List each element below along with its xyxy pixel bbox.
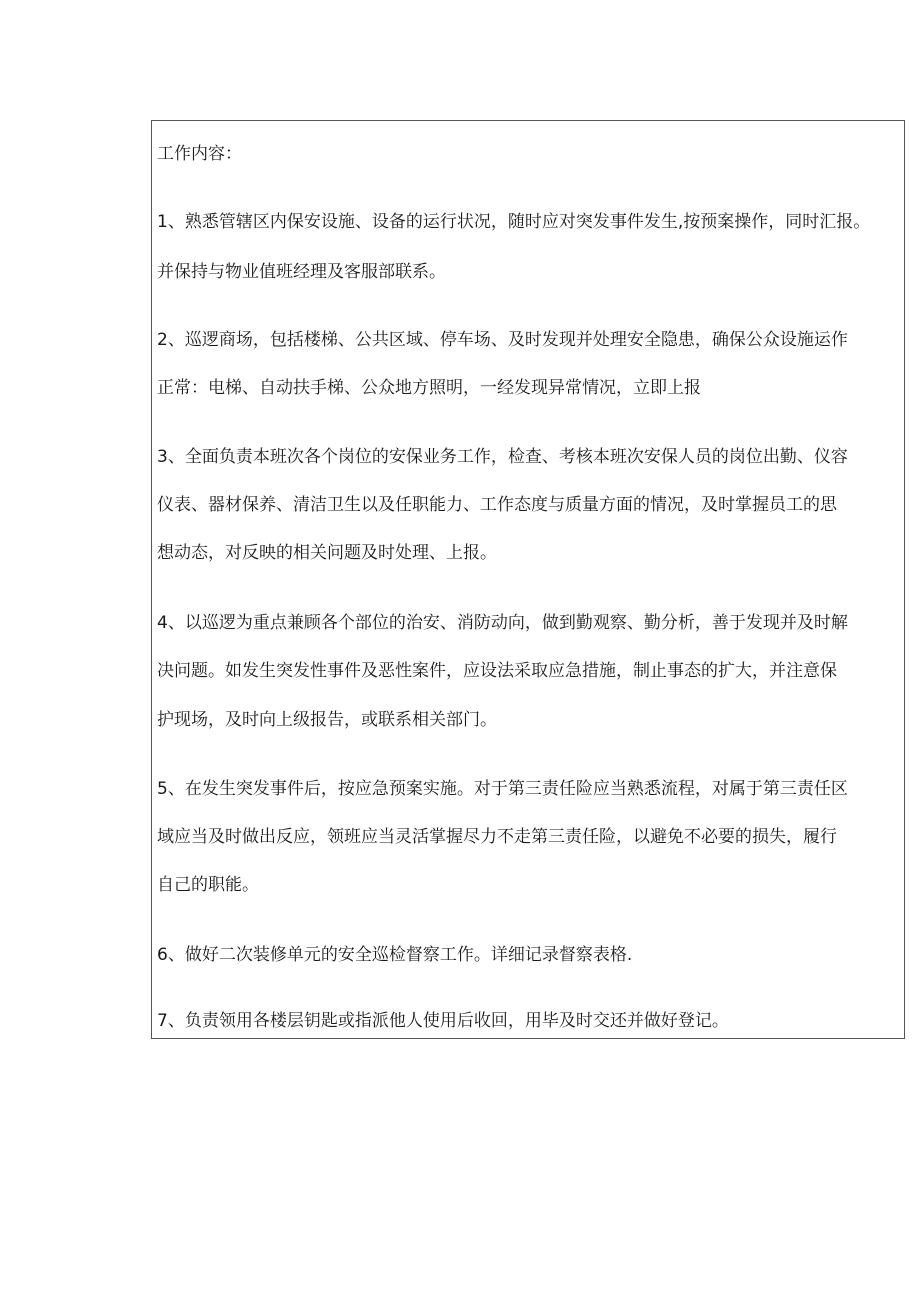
item-3-line-2: 仪表、器材保养、清洁卫生以及任职能力、工作态度与质量方面的情况，及时掌握员工的思 bbox=[157, 495, 837, 515]
item-5-line-2: 域应当及时做出反应，领班应当灵活掌握尽力不走第三责任险，以避免不必要的损失，履行 bbox=[157, 827, 837, 847]
item-2-line-2: 正常：电梯、自动扶手梯、公众地方照明，一经发现异常情况，立即上报 bbox=[157, 378, 701, 398]
item-4-line-3: 护现场，及时向上级报告，或联系相关部门。 bbox=[157, 710, 497, 730]
item-5-line-1: 5、在发生突发事件后，按应急预案实施。对于第三责任险应当熟悉流程，对属于第三责任区 bbox=[157, 779, 848, 799]
item-7-line-1: 7、负责领用各楼层钥匙或指派他人使用后收回，用毕及时交还并做好登记。 bbox=[157, 1011, 729, 1031]
item-1-line-2: 并保持与物业值班经理及客服部联系。 bbox=[157, 262, 446, 282]
item-4-line-1: 4、以巡逻为重点兼顾各个部位的治安、消防动向，做到勤观察、勤分析，善于发现并及时解 bbox=[157, 613, 848, 633]
work-content-box bbox=[151, 120, 905, 1039]
item-2-line-1: 2、巡逻商场，包括楼梯、公共区域、停车场、及时发现并处理安全隐患，确保公众设施运作 bbox=[157, 330, 848, 350]
item-4-line-2: 决问题。如发生突发性事件及恶性案件，应设法采取应急措施，制止事态的扩大，并注意保 bbox=[157, 661, 837, 681]
item-6-line-1: 6、做好二次装修单元的安全巡检督察工作。详细记录督察表格. bbox=[157, 945, 633, 965]
item-1-line-1: 1、熟悉管辖区内保安设施、设备的运行状况，随时应对突发事件发生,按预案操作，同时汇报。 bbox=[157, 212, 871, 232]
item-3-line-1: 3、全面负责本班次各个岗位的安保业务工作，检查、考核本班次安保人员的岗位出勤、仪容 bbox=[157, 447, 848, 467]
item-5-line-3: 自己的职能。 bbox=[157, 875, 259, 895]
section-heading: 工作内容： bbox=[157, 144, 242, 164]
item-3-line-3: 想动态，对反映的相关问题及时处理、上报。 bbox=[157, 543, 497, 563]
